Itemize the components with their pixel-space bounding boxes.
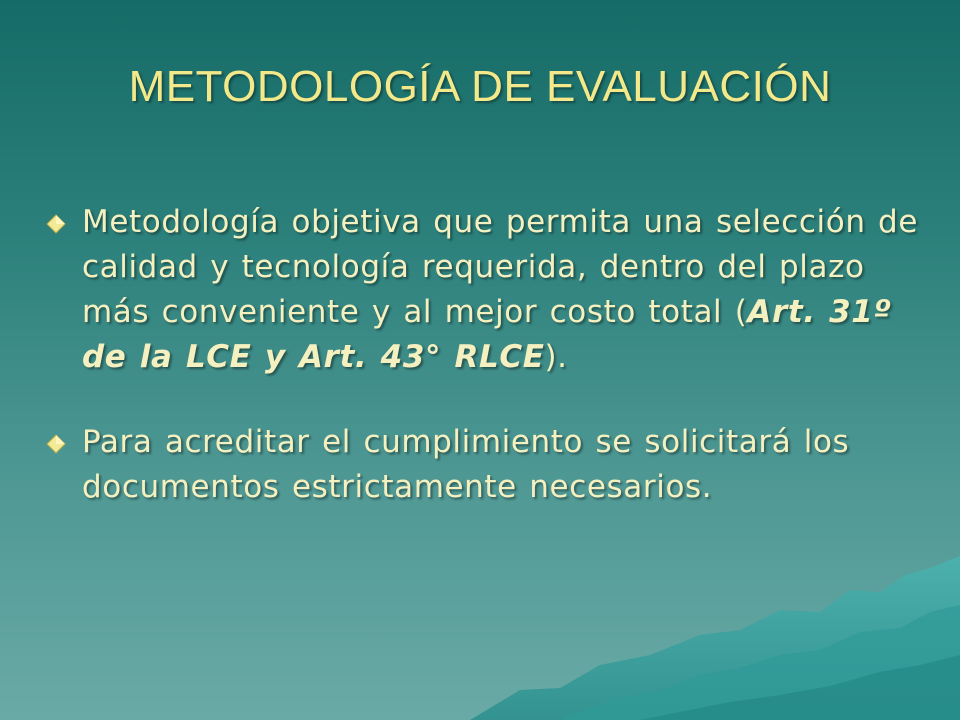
bullet-text-end: ). <box>544 339 568 375</box>
bullet-text: Para acreditar el cumplimiento se solicitará los documentos estrictamente necesarios. <box>82 424 850 505</box>
bullet-item-documents <box>40 420 920 510</box>
bullet-item-methodology <box>40 200 920 380</box>
diamond-bullet-icon <box>46 214 66 234</box>
bullet-text: Metodología objetiva que permita una selección de calidad y tecnología requerida, dentro del plazo más conveniente y al mejor costo total ( <box>82 204 918 330</box>
bullet-list <box>40 200 920 510</box>
slide-title: METODOLOGÍA DE EVALUACIÓN <box>128 62 832 111</box>
diamond-bullet-icon <box>46 434 66 454</box>
legal-reference: Art. 31º de la LCE y Art. 43° RLCE <box>82 294 892 375</box>
